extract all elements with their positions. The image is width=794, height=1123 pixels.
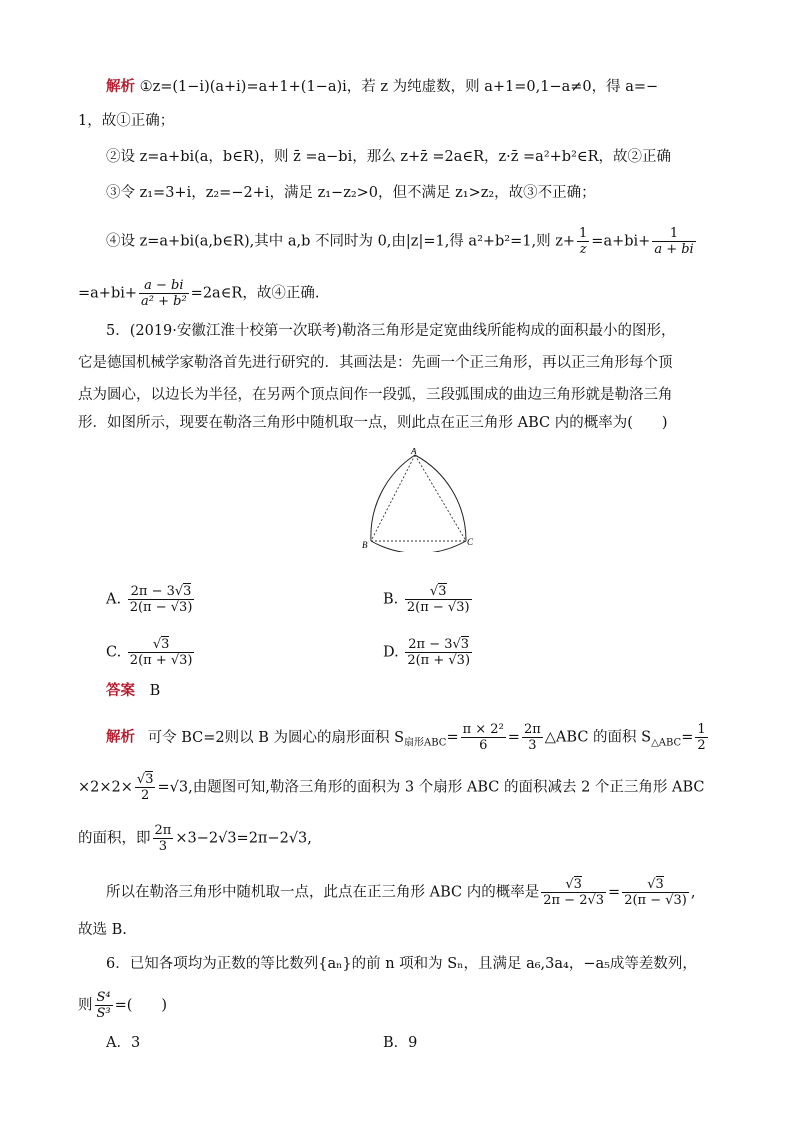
answer-value: B <box>149 683 161 699</box>
q5-analysis2 <box>78 772 705 803</box>
q5-analysis1 <box>106 722 710 753</box>
q4-line5 <box>106 226 698 257</box>
frac-2pi-3: $\frac{2\pi}{3}$ <box>523 722 541 753</box>
comma: , <box>690 884 696 901</box>
option-d <box>383 637 474 668</box>
option-a-label: A. <box>106 591 122 608</box>
label-b: B <box>362 540 368 550</box>
frac-conj-over-modulus: $\frac{a - bi}{\text{a² + b²}}$ <box>141 278 187 309</box>
sector-subscript: 扇形ABC <box>404 737 447 749</box>
eq-sign-4: = <box>608 884 621 901</box>
q5-analysis1-text: 可令 BC=2则以 B 为圆心的扇形面积 S <box>147 729 405 746</box>
eq-sign-1: = <box>446 729 459 746</box>
frac-half: $\frac{1}{2}$ <box>697 722 706 753</box>
q5-analysis3 <box>78 823 312 854</box>
q5-text2: 它是德国机械学家勒洛首先进行研究的．其画法是：先画一个正三角形，再以正三角形每个顶 <box>78 355 673 371</box>
option-b <box>383 584 474 615</box>
frac-s4-s3: $\frac{\text{S⁴}}{\text{S³}}$ <box>96 990 111 1021</box>
arc-bc <box>371 541 466 552</box>
eq-sign-2: = <box>507 729 520 746</box>
frac-sqrt3-2: $\frac{√3}{2}$ <box>136 772 154 803</box>
reuleaux-triangle-figure <box>360 448 486 552</box>
answer-label: 答案 <box>106 682 135 699</box>
eq-sign-3: = <box>681 729 694 746</box>
answer-line <box>106 681 160 701</box>
q5-analysis2-start: ×2×2× <box>78 779 133 796</box>
q5-analysis2-rest: =√3,由题图可知,勒洛三角形的面积为 3 个扇形 ABC 的面积减去 2 个正三角形 ABC <box>157 779 705 796</box>
option-d-value: $\frac{2\pi - 3√3}{2(\pi + √3)}$ <box>407 637 471 668</box>
frac-2pi-3-b: $\frac{2\pi}{3}$ <box>154 823 172 854</box>
triangle-area-text: △ABC 的面积 S <box>544 729 652 746</box>
q5-analysis4 <box>106 877 695 908</box>
q4-text6a: =a+bi+ <box>78 285 138 302</box>
q4-line1 <box>106 77 658 97</box>
frac-prob-2: $\frac{√3}{2(\pi - √3)}$ <box>624 877 687 908</box>
q4-line3: ②设 z=a+bi(a，b∈R)，则 z̄ =a−bi，那么 z+z̄ =2a∈R，z·z̄ =a²+b²∈R，故②正确 <box>106 149 672 165</box>
frac-sector: $\frac{\text{π × 2²}}{6}$ <box>462 722 504 753</box>
q5-text3: 点为圆心，以边长为半径，在另两个顶点间作一段弧，三段弧围成的曲边三角形就是勒洛三角 <box>78 387 673 403</box>
label-a: A <box>411 448 417 456</box>
q4-text5: ④设 z=a+bi(a,b∈R),其中 a,b 不同时为 0,由|z|=1,得 a²+b²=1,则 z+ <box>106 233 576 250</box>
q5-analysis5: 故选 B. <box>78 922 127 938</box>
q5-analysis4-text: 所以在勒洛三角形中随机取一点，此点在正三角形 ABC 内的概率是 <box>106 884 540 901</box>
q4-text1: ①z=(1−i)(a+i)=a+1+(1−a)i，若 z 为纯虚数，则 a+1=0,1−a≠0，得 a=− <box>139 79 659 95</box>
option-a-value: $\frac{2\pi - 3√3}{2(\pi - √3)}$ <box>129 584 193 615</box>
q6-text2-end: =( ) <box>114 997 168 1014</box>
option-b-value: $\frac{√3}{2(\pi - √3)}$ <box>406 584 470 615</box>
label-c: C <box>467 537 474 547</box>
triangle-edge-ac <box>415 455 466 541</box>
triangle-edge-ab <box>371 455 415 541</box>
q6-text1: 6．已知各项均为正数的等比数列{aₙ}的前 n 项和为 Sₙ，且满足 a₆,3a₄，−a₅成等差数列， <box>106 956 697 972</box>
q4-line2: 1，故①正确； <box>78 113 175 129</box>
q4-line4: ③令 z₁=3+i，z₂=−2+i，满足 z₁−z₂>0，但不满足 z₁>z₂，故③不正确； <box>106 185 596 201</box>
option-c <box>106 637 196 668</box>
q4-line6 <box>78 278 319 309</box>
option-d-label: D. <box>383 644 399 661</box>
q5-analysis3-rest: ×3−2√3=2π−2√3, <box>175 830 312 847</box>
option-a <box>106 584 196 615</box>
q6-option-a: A．3 <box>106 1035 141 1051</box>
q5-text4: 形．如图所示，现要在勒洛三角形中随机取一点，则此点在正三角形 ABC 内的概率为( ) <box>78 415 668 431</box>
frac-1-over-a-bi: $\frac{1}{a + bi}$ <box>654 226 694 257</box>
q5-analysis3-start: 的面积，即 <box>78 830 151 847</box>
option-c-value: $\frac{√3}{2(\pi + √3)}$ <box>129 637 193 668</box>
q4-text6b: =2a∈R，故④正确. <box>190 285 320 302</box>
q6-text2-start: 则 <box>78 997 93 1014</box>
frac-1-over-z: $\frac{1}{z}$ <box>579 226 588 257</box>
q4-text5-tail: =a+bi+ <box>591 233 651 250</box>
q5-text1: 5．(2019·安徽江淮十校第一次联考)勒洛三角形是定宽曲线所能构成的面积最小的图形， <box>106 323 676 339</box>
frac-prob-1: $\frac{√3}{2\pi - 2√3}$ <box>543 877 605 908</box>
q5-analysis-label: 解析 <box>106 728 135 746</box>
option-b-label: B. <box>383 591 399 608</box>
analysis-label: 解析 <box>106 78 135 95</box>
q6-text2 <box>78 990 167 1021</box>
triangle-subscript: △ABC <box>651 737 682 749</box>
q6-option-b: B．9 <box>383 1035 418 1051</box>
option-c-label: C. <box>106 644 122 661</box>
